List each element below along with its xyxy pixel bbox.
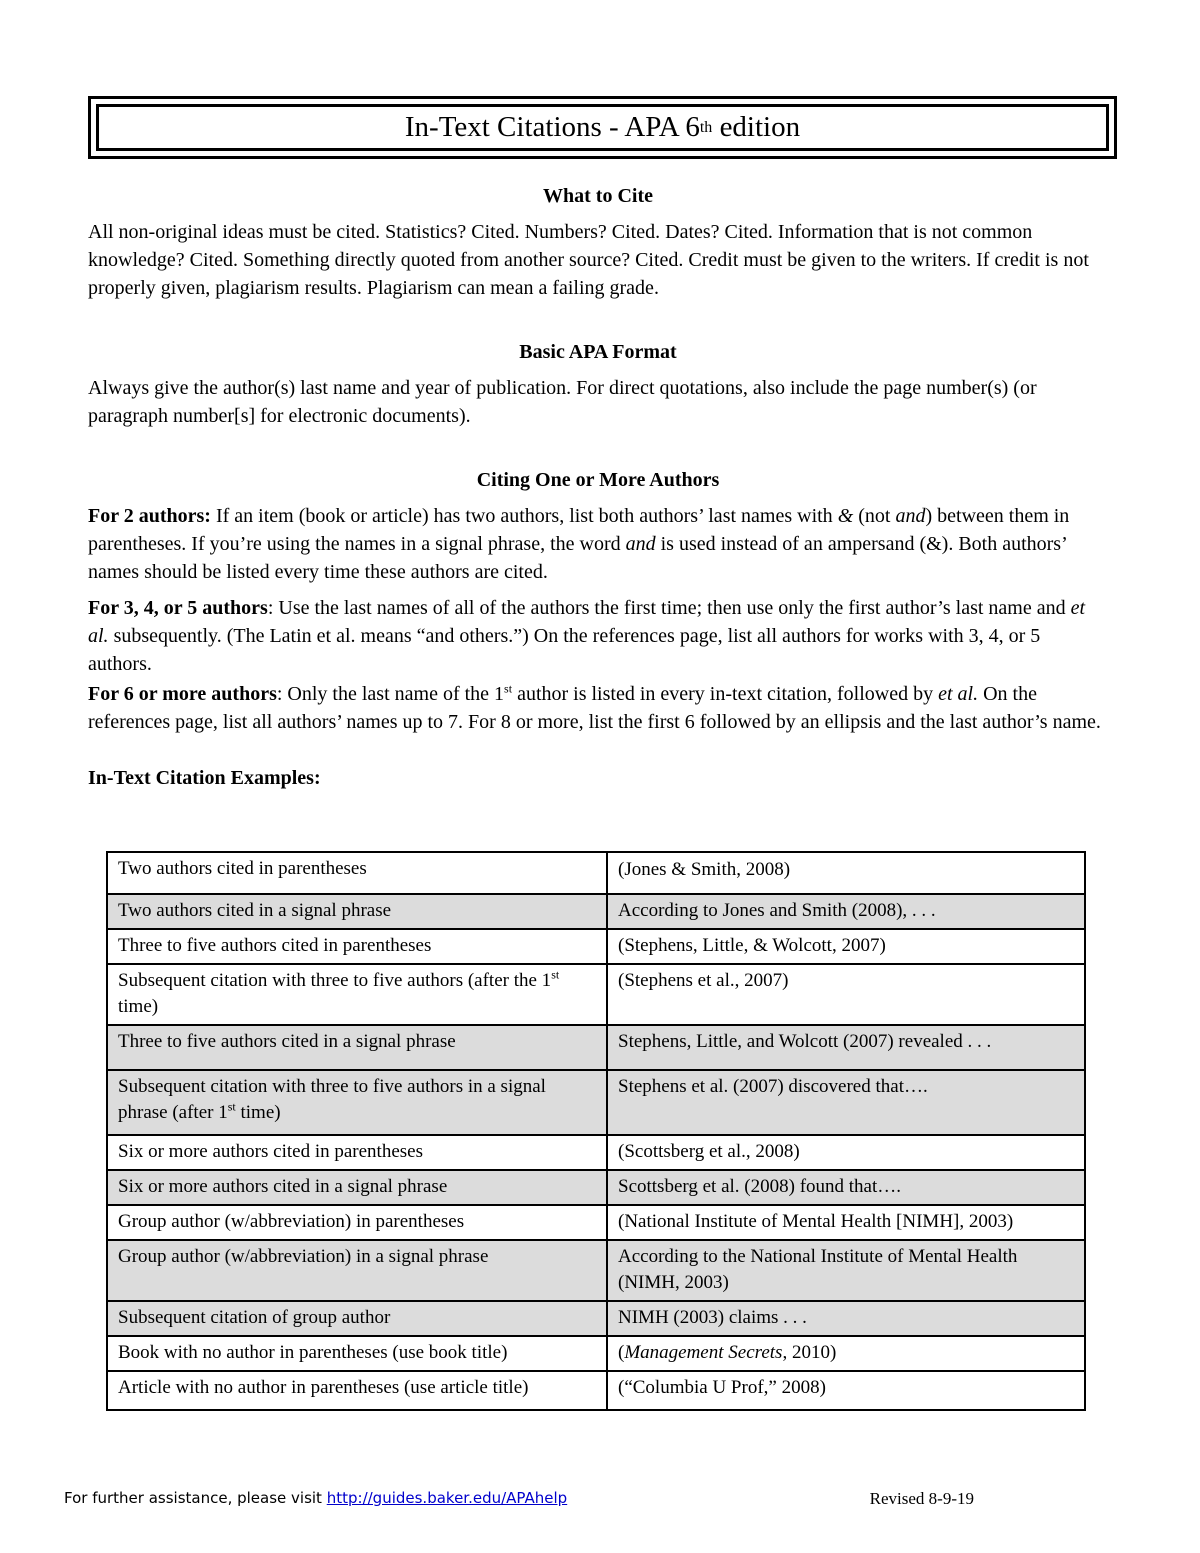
six-authors-text-2: author is listed in every in-text citation, followed by [512,683,939,705]
table-cell [607,1336,1085,1371]
table-row [107,929,1085,964]
page-title: In-Text Citations - APA 6 th edition [88,96,1117,159]
three-authors-paragraph [88,594,1108,678]
table-row [107,1240,1085,1301]
cell-text-2: time) [118,996,159,1017]
table-cell [107,1070,607,1135]
table-cell: Group author (w/abbreviation) in parentheses [107,1205,607,1240]
table-row [107,964,1085,1025]
three-authors-text-1: : Use the last names of all of the authors the first time; then use only the first author’s last name and [267,597,1071,619]
table-cell: (Stephens et al., 2007) [607,964,1085,1025]
table-row [107,1170,1085,1205]
examples-heading: In-Text Citation Examples: [88,767,321,789]
apa-help-link[interactable]: http://guides.baker.edu/APAhelp [326,1489,568,1507]
three-authors-text-2: subsequently. (The Latin et al. means “and others.”) On the references page, list all authors for works with 3, 4, or 5 authors. [88,625,1041,675]
cell-text-2: time) [235,1102,281,1123]
table-cell: Stephens et al. (2007) discovered that…. [607,1070,1085,1135]
six-authors-sup: st [504,681,513,696]
table-cell: NIMH (2003) claims . . . [607,1301,1085,1336]
cell-text-1: Subsequent citation with three to five authors in a signal phrase (after 1 [118,1076,546,1123]
six-authors-paragraph [88,680,1108,736]
table-cell [107,964,607,1025]
cell-text-1: ( [618,1342,625,1363]
table-cell: Book with no author in parentheses (use book title) [107,1336,607,1371]
basic-format-heading: Basic APA Format [519,341,677,363]
cell-sup: st [551,967,560,982]
title-main: In-Text Citations - APA 6 [404,111,700,143]
table-cell: Six or more authors cited in a signal phrase [107,1170,607,1205]
what-to-cite-body: All non-original ideas must be cited. Statistics? Cited. Numbers? Cited. Dates? Cited. Information that is not common knowledge? Cited. Something directly quoted from another source? Cited. Credit must be given to the writers. If credit is not properly given, plagiarism results. Plagiarism can mean a failing grade. [88,221,1089,299]
three-authors-label: For 3, 4, or 5 authors [88,597,268,619]
table-cell: According to Jones and Smith (2008), . . . [607,894,1085,929]
et-al-1: et al. [88,597,1086,647]
basic-format-body: Always give the author(s) last name and year of publication. For direct quotations, also include the page number(s) (or paragraph number[s] for electronic documents). [88,377,1037,427]
table-cell: Three to five authors cited in parentheses [107,929,607,964]
cell-sup: st [227,1099,236,1114]
footer-text: For further assistance, please visit [64,1489,327,1507]
table-cell: Scottsberg et al. (2008) found that…. [607,1170,1085,1205]
two-authors-text-1: If an item (book or article) has two authors, list both authors’ last names with [210,505,838,527]
table-cell: According to the National Institute of Mental Health (NIMH, 2003) [607,1240,1085,1301]
six-authors-text-3: On the references page, list all authors’ names up to 7. For 8 or more, list the first 6 followed by an ellipsis and the last author’s name. [88,683,1101,733]
table-cell: Group author (w/abbreviation) in a signal phrase [107,1240,607,1301]
what-to-cite-heading: What to Cite [543,185,653,207]
table-cell: (Stephens, Little, & Wolcott, 2007) [607,929,1085,964]
table-row [107,894,1085,929]
citation-examples-table [106,851,1086,1411]
table-row [107,1025,1085,1070]
revised-date: Revised 8-9-19 [869,1489,974,1508]
two-authors-text-2: (not [853,505,896,527]
table-row [107,1301,1085,1336]
table-cell: Stephens, Little, and Wolcott (2007) revealed . . . [607,1025,1085,1070]
et-al-2: et al. [938,683,979,705]
table-row [107,1205,1085,1240]
table-row [107,1371,1085,1410]
six-authors-label: For 6 or more authors [88,683,277,705]
table-cell: (“Columbia U Prof,” 2008) [607,1371,1085,1410]
table-cell: Article with no author in parentheses (use article title) [107,1371,607,1410]
document-body [88,182,1108,812]
and-word-1: and [895,505,926,527]
two-authors-text-4: is used instead of an ampersand (&). Both authors’ names should be listed every time these authors are cited. [88,533,1067,583]
and-word-2: and [625,533,656,555]
table-cell: (Jones & Smith, 2008) [607,852,1085,894]
two-authors-paragraph [88,502,1108,586]
authors-heading: Citing One or More Authors [476,469,720,491]
table-cell: Two authors cited in parentheses [107,852,607,894]
table-cell: Three to five authors cited in a signal phrase [107,1025,607,1070]
footer [64,1489,974,1507]
table-row [107,852,1085,894]
table-row [107,1336,1085,1371]
table-cell: Two authors cited in a signal phrase [107,894,607,929]
table-cell: (National Institute of Mental Health [NIMH], 2003) [607,1205,1085,1240]
cell-text-2: , 2010) [782,1342,837,1363]
two-authors-label: For 2 authors: [88,505,211,527]
ampersand: & [837,505,854,527]
table-cell: Subsequent citation of group author [107,1301,607,1336]
two-authors-text-3: ) between them in parentheses. If you’re using the names in a signal phrase, the word [88,505,1070,555]
table-cell: (Scottsberg et al., 2008) [607,1135,1085,1170]
six-authors-text-1: : Only the last name of the 1 [276,683,505,705]
table-row [107,1070,1085,1135]
book-title: Management Secrets [624,1342,783,1363]
table-row [107,1135,1085,1170]
table-cell: Six or more authors cited in parentheses [107,1135,607,1170]
title-rest: edition [712,111,801,143]
cell-text-1: Subsequent citation with three to five authors (after the 1 [118,970,552,991]
